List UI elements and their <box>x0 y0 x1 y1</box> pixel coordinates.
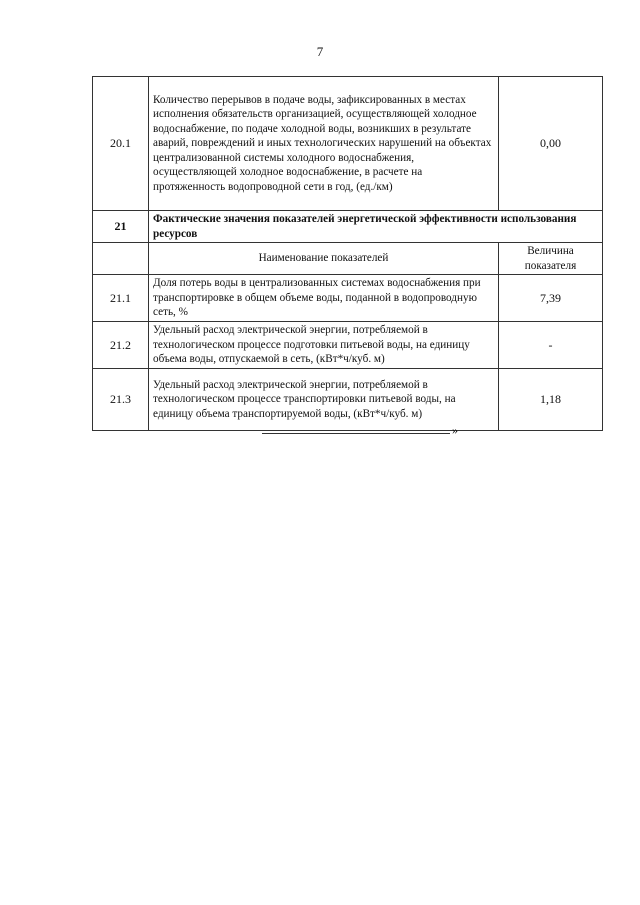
section-number: 21 <box>93 211 149 243</box>
indicator-value: 1,18 <box>499 369 603 431</box>
row-number: 20.1 <box>93 77 149 211</box>
column-header-value: Величина показателя <box>499 243 603 275</box>
section-header-row <box>93 211 603 243</box>
table-row <box>93 369 603 431</box>
row-number: 21.2 <box>93 322 149 369</box>
row-number: 21.1 <box>93 275 149 322</box>
table-row <box>93 322 603 369</box>
indicator-text: Доля потерь воды в централизованных системах водоснабжения при транспортировке в общем объеме воды, поданной в водопроводную сеть, % <box>149 275 499 322</box>
column-header-name: Наименование показателей <box>149 243 499 275</box>
closing-mark <box>262 423 462 437</box>
empty-cell <box>93 243 149 275</box>
table-row <box>93 77 603 211</box>
indicator-text: Количество перерывов в подаче воды, зафиксированных в местах исполнения обязательств организацией, осуществляющей холодное водоснабжение, по подаче холодной воды, возникших в результате аварий, повреждений и иных технологических нарушений на объектах централизованной системы холодного водоснабжения, осуществляющей холодное водоснабжение, в расчете на протяженность водопроводной сети в год, (ед./км) <box>149 77 499 211</box>
closing-underline <box>262 433 450 434</box>
row-number: 21.3 <box>93 369 149 431</box>
indicator-text: Удельный расход электрической энергии, потребляемой в технологическом процессе подготовки питьевой воды, на единицу объема воды, отпускаемой в сеть, (кВт*ч/куб. м) <box>149 322 499 369</box>
indicator-value: - <box>499 322 603 369</box>
page-number: 7 <box>316 44 324 59</box>
closing-quote: » <box>452 423 458 437</box>
table-row <box>93 275 603 322</box>
section-title: Фактические значения показателей энергетической эффективности использования ресурсов <box>149 211 603 243</box>
indicator-value: 7,39 <box>499 275 603 322</box>
indicator-value: 0,00 <box>499 77 603 211</box>
column-header-row <box>93 243 603 275</box>
indicators-table <box>92 76 603 431</box>
indicator-text: Удельный расход электрической энергии, потребляемой в технологическом процессе транспортировки питьевой воды, на единицу объема транспортируемой воды, (кВт*ч/куб. м) <box>149 369 499 431</box>
